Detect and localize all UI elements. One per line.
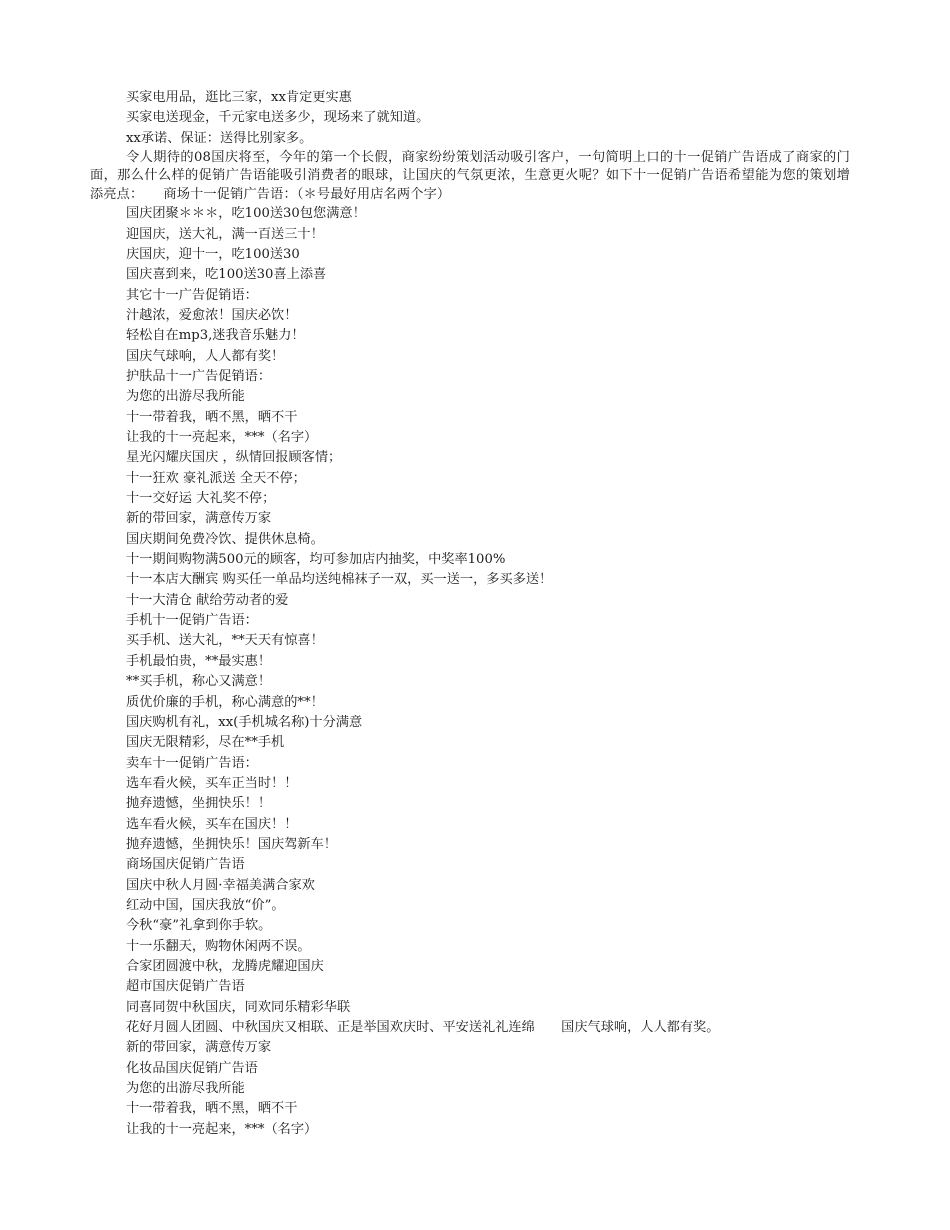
document-body: [90, 88, 850, 1140]
text-line: 同喜同贺中秋国庆，同欢同乐精彩华联: [126, 999, 351, 1015]
text-line: 抛弃遗憾，坐拥快乐！国庆驾新车！: [126, 836, 337, 852]
text-line: 国庆气球响，人人都有奖！: [126, 348, 285, 364]
text-line: 国庆喜到来，吃100送30喜上添喜: [126, 267, 327, 283]
text-line: 十一带着我，晒不黑，晒不干: [126, 1101, 298, 1117]
text-line: 国庆无限精彩，尽在**手机: [126, 735, 285, 751]
text-line: 汁越浓，爱愈浓！国庆必饮！: [126, 307, 298, 323]
text-line: 轻松自在mp3,迷我音乐魅力！: [126, 328, 305, 344]
text-line: 护肤品十一广告促销语：: [126, 369, 272, 384]
text-line: 为您的出游尽我所能: [126, 389, 245, 405]
text-line: **买手机，称心又满意！: [126, 674, 272, 690]
text-line: 买家电送现金，千元家电送多少，现场来了就知道。: [126, 110, 430, 126]
text-line: 超市国庆促销广告语: [126, 979, 245, 995]
opening-lines: [90, 88, 850, 149]
text-line: 为您的出游尽我所能: [126, 1081, 245, 1097]
text-line: 十一带着我，晒不黑，晒不干: [126, 409, 298, 425]
slogan-lines: [90, 204, 850, 1140]
text-line: 今秋“豪”礼拿到你手软。: [126, 918, 272, 934]
text-line: 抛弃遗憾，坐拥快乐！！: [126, 796, 272, 812]
intro-paragraph: 令人期待的08国庆将至，今年的第一个长假，商家纷纷策划活动吸引客户，一句简明上口的十一促销广告语成了商家的门面，那么什么样的促销广告语能吸引消费者的眼球，让国庆的气氛更浓，生意更火呢？如下十一促销广告语希望能为您的策划增添亮点： 商场十一促销广告语：（＊号最好用店名两个字）: [90, 150, 850, 202]
text-line: 国庆期间免费冷饮、提供休息椅。: [126, 531, 324, 547]
text-line: 十一狂欢 豪礼派送 全天不停；: [126, 470, 306, 486]
text-line: 让我的十一亮起来，***（名字）: [126, 430, 318, 446]
text-line: 合家团圆渡中秋，龙腾虎耀迎国庆: [126, 958, 324, 974]
text-line: 十一交好运 大礼奖不停；: [126, 491, 276, 507]
text-line: 国庆购机有礼，xx(手机城名称)十分满意: [126, 714, 363, 730]
text-line: 商场国庆促销广告语: [126, 857, 245, 873]
text-line: 花好月圆人团圆、中秋国庆又相联、正是举国欢庆时、平安送礼礼连绵 国庆气球响，人人都有奖。: [126, 1020, 720, 1035]
text-line: 手机最怕贵，**最实惠！: [126, 653, 272, 669]
text-line: 十一本店大酬宾 购买任一单品均送纯棉袜子一双，买一送一，多买多送！: [126, 572, 553, 588]
text-line: 新的带回家，满意传万家: [126, 511, 272, 527]
text-line: 买手机、送大礼，**天天有惊喜！: [126, 633, 324, 649]
text-line: 选车看火候，买车正当时！！: [126, 775, 298, 791]
text-line: 手机十一促销广告语：: [126, 613, 258, 629]
text-line: 让我的十一亮起来，***（名字）: [126, 1121, 318, 1137]
text-line: 其它十一广告促销语：: [126, 287, 258, 303]
text-line: 新的带回家，满意传万家: [126, 1040, 272, 1056]
text-line: 星光闪耀庆国庆 ，纵情回报顾客情；: [126, 450, 342, 466]
text-line: 十一期间购物满500元的顾客，均可参加店内抽奖，中奖率100%: [126, 552, 506, 568]
text-line: 国庆中秋人月圆·幸福美满合家欢: [126, 877, 315, 893]
text-line: 迎国庆，送大礼，满一百送三十！: [126, 226, 324, 242]
text-line: 十一乐翻天，购物休闲两不误。: [126, 938, 311, 954]
text-line: xx承诺、保证：送得比别家多。: [126, 130, 313, 146]
text-line: 选车看火候，买车在国庆！！: [126, 816, 298, 832]
text-line: 国庆团聚＊＊＊，吃100送30包您满意！: [126, 206, 366, 222]
text-line: 化妆品国庆促销广告语: [126, 1060, 258, 1076]
text-line: 卖车十一促销广告语：: [126, 755, 258, 771]
text-line: 质优价廉的手机，称心满意的**！: [126, 694, 324, 710]
text-line: 庆国庆，迎十一，吃100送30: [126, 246, 300, 262]
text-line: 十一大清仓 献给劳动者的爱: [126, 592, 289, 608]
text-line: 红动中国，国庆我放“价”。: [126, 897, 285, 913]
text-line: 买家电用品，逛比三家，xx肯定更实惠: [126, 90, 352, 105]
